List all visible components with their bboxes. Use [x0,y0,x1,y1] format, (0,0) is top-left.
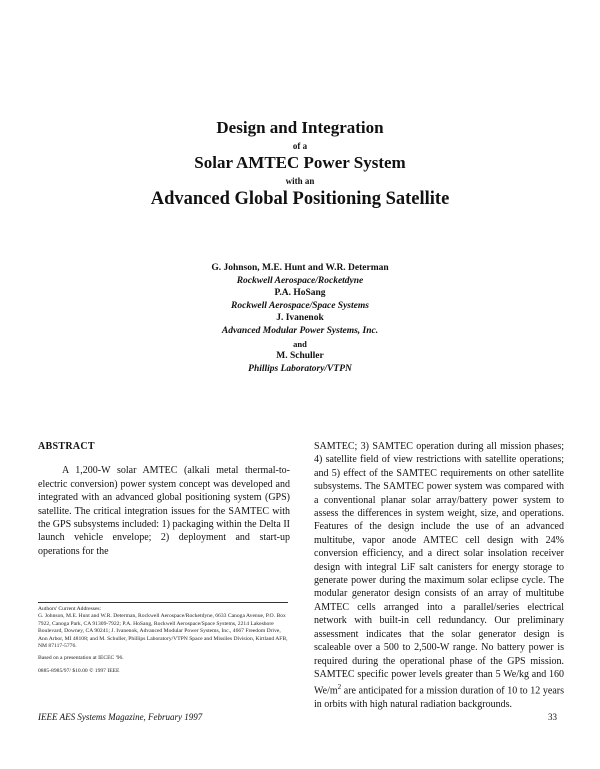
abstract-body-right: SAMTEC; 3) SAMTEC operation during all mission phases; 4) satellite field of view restrictions with satellite operations; and 5) effect of the SAMTEC requirements on other satellite subsystems. The SAMTEC power system was compared with a conventional planar solar array/battery power system to assess the differences in system weight, size, and operations. Features of the design include the use of an advanced multitube, vapor anode AMTEC cell design with 24% conversion efficiency, and a direct solar insolation receiver design with integral LiF salt canisters for energy storage to generate power during the maximum solar eclipse cycle. The modular generator design consists of an array of multitube AMTEC cells arranged into a parallel/series electrical network with built-in cell redundancy. Our preliminary assessment indicates that the solar generator design is scaleable over a 500 to 2,500-W range. No battery power is required during the operational phase of the GPS mission. SAMTEC specific power levels greater than 5 We/kg and 160 We/m [314,441,564,697]
affiliation-1: Rockwell Aerospace/Rocketdyne [236,275,364,286]
affiliation-3: Advanced Modular Power Systems, Inc. [221,325,379,336]
author-name-2: P.A. HoSang [274,288,326,299]
journal-footer: IEEE AES Systems Magazine, February 1997 [38,712,203,722]
abstract-body-right-tail: are anticipated for a mission duration of 10 to 12 years in orbits with high natural radiation backgrounds. [314,685,564,711]
affiliation-4: Phillips Laboratory/VTPN [248,363,352,374]
author-block [0,262,600,375]
right-column [314,440,564,711]
title-line-5: Advanced Global Positioning Satellite [150,189,450,209]
title-line-1: Design and Integration [216,118,384,137]
title-line-4: with an [285,176,315,186]
footnote-body: G. Johnson, M.E. Hunt and W.R. Determan, Rockwell Aerospace/Rocketdyne, 6633 Canoga Avenue, P.O. Box 7922, Canoga Park, CA 91309-7922; P.A. HoSang, Rockwell Aerospace/Space Systems, 2214 Lakeshore Boulevard, Downey, CA 90241; J. Ivanenok, Advanced Modular Power Systems, Inc., 4667 Freedom Drive, Ann Arbor, MI 48108; and M. Schuller, Phillips Laboratory/VTPN Space and Missiles Division, Kirtland AFB, NM 87117-5776. [38,613,288,650]
author-name-4: M. Schuller [276,351,324,362]
footnote-copyright: 0885-8985/97/ $10.00 © 1997 IEEE [38,667,120,674]
footnote-head: Authors' Current Addresses: [38,606,102,612]
abstract-body-left: A 1,200-W solar AMTEC (alkali metal thermal-to-electric conversion) power system concept was developed and integrated with an advanced global positioning system (GPS) satellite. The critical integration issues for the SAMTEC with the GPS subsystems included: 1) packaging within the Delta II launch vehicle envelope; 2) deployment and start-up operations for the [38,465,290,557]
affiliation-2: Rockwell Aerospace/Space Systems [231,300,369,311]
title-line-2: of a [292,141,308,151]
author-name-3: J. Ivanenok [276,313,324,324]
footnote-based-on: Based on a presentation at IECEC '96. [38,655,124,662]
superscript-2: 2 [337,683,342,692]
author-footnote [38,602,288,675]
author-names-1: G. Johnson, M.E. Hunt and W.R. Determan [211,263,389,273]
author-and: and [293,338,307,349]
title-block [0,118,600,210]
page-number: 33 [548,712,557,722]
title-line-3: Solar AMTEC Power System [194,153,406,172]
left-column [38,440,290,558]
abstract-heading: ABSTRACT [38,441,95,452]
